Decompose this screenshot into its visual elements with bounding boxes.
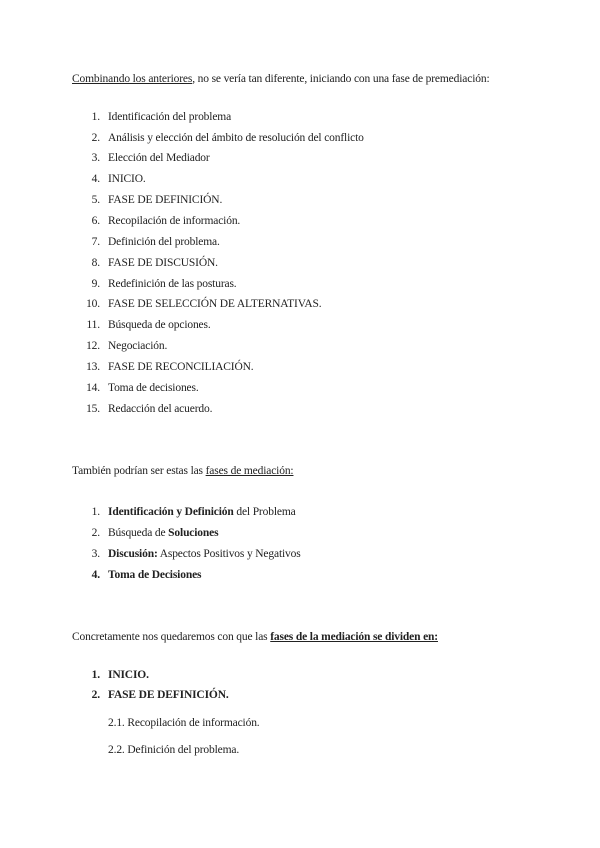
document-page: Combinando los anteriores, no se vería tan diferente, iniciando con una fase de premediación: 1. Identificación del problema 2. Análisis y elección del ámbito de resolución del conflicto 3. Elección del Mediador 4. INICIO. 5. FASE DE DEFINICIÓN. 6. Recopilación de información. 7. Definición del problema. 8. FASE DE DISCUSIÓN. 9. Redefinición de las posturas. 10. FASE DE SELECCIÓN DE ALTERNATIVAS. 11. Búsqueda de opciones. 12. Negociación. 13. FASE DE RECONCILIACIÓN. 14. Toma de decisiones. 15. Redacción del acuerdo. También podrían ser estas las fases de mediación: 1. Identificación y Definición del Problema 2. Búsqueda de Soluciones 3. Discusión: Aspectos Positivos y Negativos 4. Toma de Decisiones Concretamente nos quedaremos con que las fases de la mediación se dividen en: 1. INICIO. 2. FASE DE DEFINICIÓN. 2.1. Recopilación de información. 2.2. Definición del problema. (72, 73, 490, 756)
intro-1-rest: , no se vería tan diferente, iniciando con una fase de premediación: (192, 73, 490, 85)
intro-3-plain: Concretamente nos quedaremos con que las (72, 631, 271, 643)
intro-paragraph-1 (72, 72, 489, 86)
sublist-item: 2.1. Recopilación de información. (108, 717, 260, 729)
intro-paragraph-3 (72, 630, 438, 644)
sublist-item: 2.2. Definición del problema. (108, 744, 240, 756)
intro-2-underlined: fases de mediación: (205, 465, 294, 477)
intro-1-underlined: Combinando los anteriores (72, 73, 193, 85)
intro-paragraph-2 (72, 464, 293, 478)
intro-3-underlined: fases de la mediación se dividen en: (270, 631, 438, 643)
intro-2-plain: También podrían ser estas las (72, 465, 206, 477)
